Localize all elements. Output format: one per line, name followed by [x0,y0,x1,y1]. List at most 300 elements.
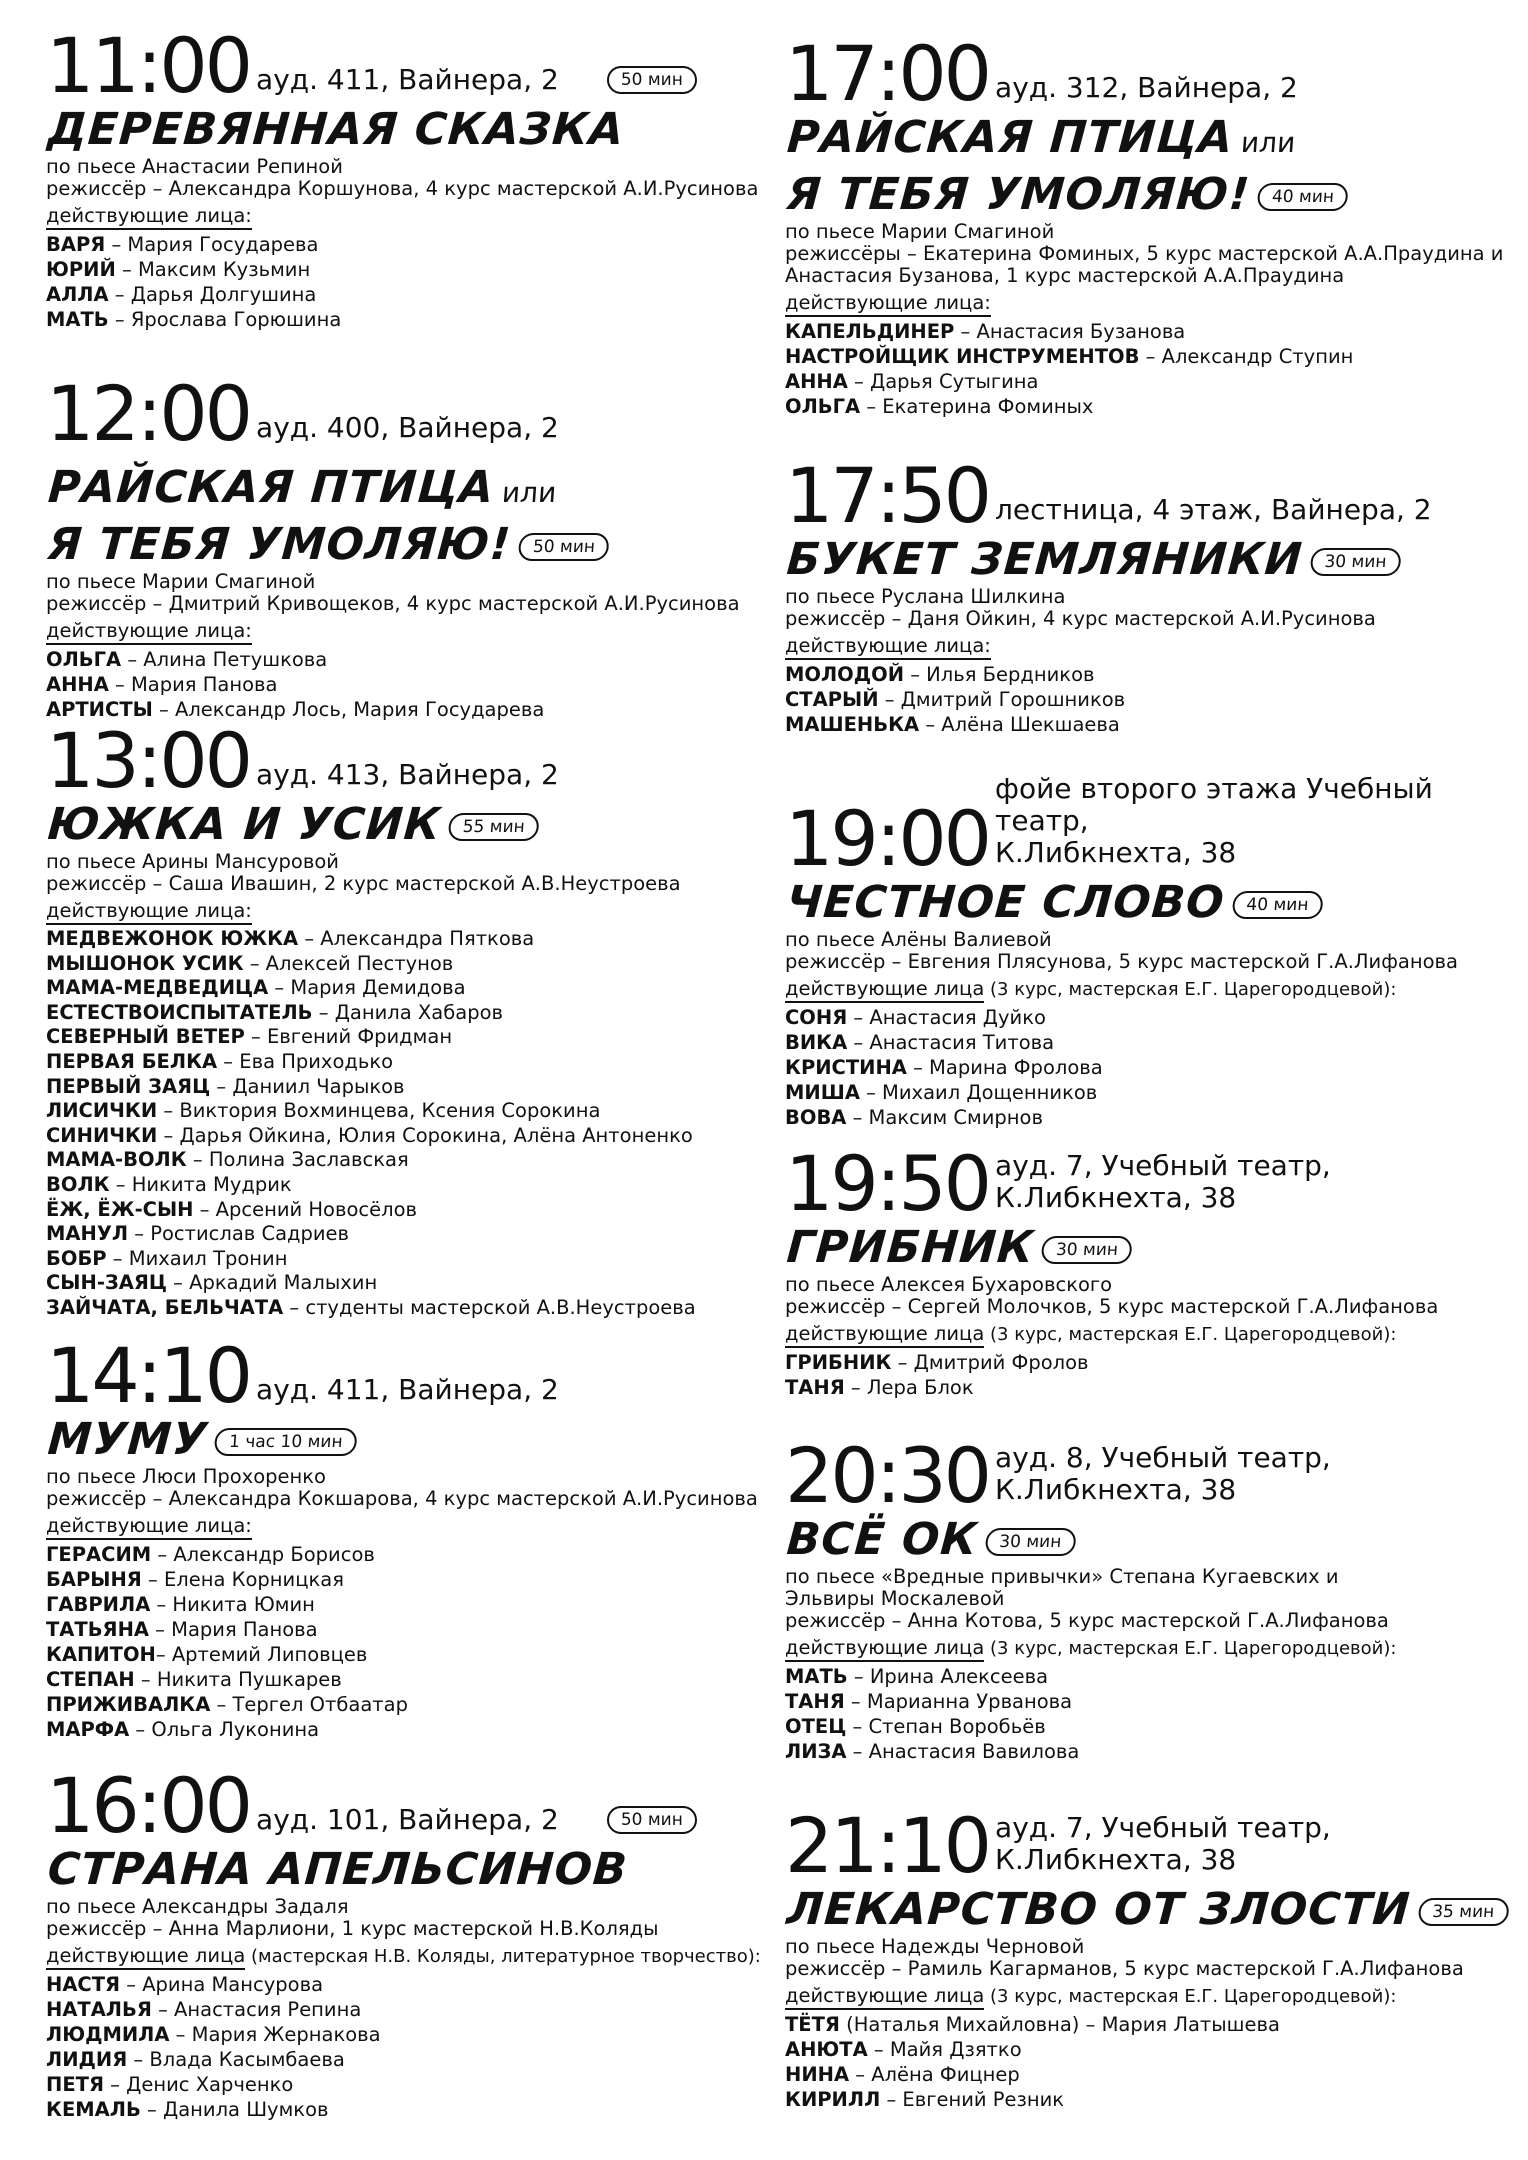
cast-actor: (Наталья Михайловна) – Мария Латышева [839,2013,1280,2036]
cast-list [785,2012,1505,2112]
event-1100 [46,21,766,332]
cast-role: МАРФА [46,1718,130,1741]
cast-actor: – Ева Приходько [217,1049,394,1073]
event-title [785,534,1509,586]
cast-list [46,1542,766,1742]
cast-actor: – Денис Харченко [103,2073,294,2096]
cast-member [46,647,766,672]
cast-actor: – Дмитрий Фролов [891,1351,1089,1374]
event-author: по пьесе Марии Смагиной [46,570,316,593]
cast-actor: – Александр Лось, Мария Государева [152,698,545,721]
cast-role: МАНУЛ [46,1222,129,1246]
cast-member [785,1055,1505,1080]
duration-badge: 40 мин [1257,183,1349,211]
cast-member [46,672,766,697]
event-author: по пьесе Алексея Бухаровского [785,1273,1113,1296]
cast-list [785,319,1505,419]
cast-actor: – Арина Мансурова [120,1973,324,1996]
cast-role: КАПЕЛЬДИНЕР [785,320,955,343]
cast-actor: – Ярослава Горюшина [108,308,342,331]
event-1200 [46,369,766,722]
cast-member [785,2062,1505,2087]
cast-actor: – Максим Смирнов [846,1106,1043,1129]
duration-badge: 1 час 10 мин [214,1428,357,1456]
cast-role: ПЕРВАЯ БЕЛКА [46,1049,218,1073]
event-author: по пьесе Арины Мансуровой [46,850,339,873]
cast-role: ЛИЗА [785,1740,847,1763]
event-header [785,1431,1505,1520]
event-time: 21:10 [785,1801,990,1890]
event-title [785,112,1509,169]
event-director: режиссёр – Саша Ивашин, 2 курс мастерской А.В.Неустроева [46,872,681,895]
cast-member [46,1075,766,1100]
cast-actor: – Мария Демидова [268,976,466,1000]
cast-actor: – Мария Государева [105,233,319,256]
event-time: 17:50 [785,451,990,540]
cast-member [46,1592,766,1617]
event-author: по пьесе «Вредные привычки» Степана Кугаевских и Эльвиры Москалевой [785,1565,1339,1610]
cast-role: СЫН-ЗАЯЦ [46,1271,167,1295]
cast-actor: – Дарья Долгушина [108,283,317,306]
cast-role: ЗАЙЧАТА, БЕЛЬЧАТА [46,1295,284,1319]
cast-member [785,1375,1505,1400]
event-time: 13:00 [46,716,251,805]
cast-role: АННА [785,370,848,393]
cast-member [46,1173,766,1198]
cast-member [46,307,766,332]
event-1700 [785,29,1505,419]
event-header [46,21,766,110]
cast-member [46,1972,766,1997]
event-title [46,1414,770,1466]
event-title [46,1844,770,1896]
cast-role: ВОЛК [46,1172,110,1196]
cast-actor: – Анастасия Дуйко [847,1006,1046,1029]
cast-member [46,257,766,282]
cast-role: ГАВРИЛА [46,1593,151,1616]
event-title-text: ДЕРЕВЯННАЯ СКАЗКА [46,104,627,155]
event-header [785,29,1505,118]
event-director: режиссёры – Екатерина Фоминых, 5 курс мастерской А.А.Праудина и Анастасия Бузанова, 1 курс мастерской А.А.Праудина [785,242,1504,287]
event-title-text-2: Я ТЕБЯ УМОЛЯЮ! [46,519,513,570]
cast-label: действующие лица: [785,634,991,660]
cast-member [46,232,766,257]
cast-label: действующие лица: [785,291,991,317]
event-director: режиссёр – Анна Марлиони, 1 курс мастерской Н.В.Коляды [46,1917,659,1940]
cast-member [785,662,1505,687]
event-title [46,799,770,851]
cast-actor: – Даниил Чарыков [210,1074,405,1098]
cast-actor: – Ростислав Садриев [128,1222,350,1246]
cast-actor: – Илья Бердников [904,663,1095,686]
event-author: по пьесе Руслана Шилкина [785,585,1066,608]
event-author: по пьесе Люси Прохоренко [46,1465,326,1488]
event-title-conjunction: или [500,476,558,509]
cast-actor: – Максим Кузьмин [115,258,311,281]
event-venue: лестница, 4 этаж, Вайнера, 2 [995,493,1432,526]
cast-list [785,1350,1505,1400]
duration-badge: 35 мин [1417,1898,1509,1926]
cast-member [46,1667,766,1692]
cast-list [46,1972,766,2122]
cast-member [46,1025,766,1050]
event-header [785,451,1505,540]
cast-actor: – Мария Жернакова [169,2023,381,2046]
cast-member [785,1030,1505,1055]
event-title-line2 [785,169,1509,221]
event-director: режиссёр – Анна Котова, 5 курс мастерской Г.А.Лифанова [785,1609,1389,1632]
cast-actor: – Алёна Фицнер [849,2063,1020,2086]
event-director: режиссёр – Евгения Плясунова, 5 курс мастерской Г.А.Лифанова [785,950,1458,973]
event-header [785,1139,1505,1228]
event-director: режиссёр – Дмитрий Кривощеков, 4 курс мастерской А.И.Русинова [46,592,740,615]
cast-role: СОНЯ [785,1006,848,1029]
cast-actor: – Никита Юмин [150,1593,315,1616]
cast-label: действующие лица [785,977,984,1003]
cast-member [46,1124,766,1149]
cast-role: БОБР [46,1246,107,1270]
event-title-text: ГРИБНИК [785,1222,1036,1273]
event-time: 17:00 [785,29,990,118]
cast-role: МЕДВЕЖОНОК ЮЖКА [46,927,299,950]
cast-role: ВИКА [785,1031,848,1054]
event-2110 [785,1801,1505,2112]
event-time: 16:00 [46,1761,251,1850]
cast-actor: – Марианна Урванова [844,1690,1073,1713]
duration-badge: 55 мин [448,813,540,841]
cast-actor: – Данила Шумков [140,2098,329,2121]
duration-badge: 30 мин [984,1528,1076,1556]
cast-member [785,369,1505,394]
cast-role: КИРИЛЛ [785,2088,881,2111]
cast-role: НАСТЯ [46,1973,121,1996]
cast-role: ПЕРВЫЙ ЗАЯЦ [46,1074,211,1098]
cast-role: НАТАЛЬЯ [46,1998,152,2021]
cast-member [46,1997,766,2022]
cast-member [46,2047,766,2072]
cast-role: АННА [46,673,109,696]
cast-actor: – Екатерина Фоминых [860,395,1094,418]
cast-member [46,1050,766,1075]
event-title [785,1514,1509,1566]
cast-member [46,976,766,1001]
cast-actor: – Влада Касымбаева [127,2048,345,2071]
cast-role: МАТЬ [785,1665,848,1688]
event-title [46,104,770,156]
cast-role: МАШЕНЬКА [785,713,920,736]
cast-member [46,1247,766,1272]
event-time: 19:50 [785,1139,990,1228]
cast-actor: – Тергел Отбаатар [210,1693,408,1716]
event-author: по пьесе Марии Смагиной [785,220,1055,243]
cast-actor: – Анастасия Титова [847,1031,1055,1054]
cast-list [46,232,766,332]
duration-badge: 50 мин [518,533,610,561]
cast-member [785,1689,1505,1714]
event-author: по пьесе Александры Задаля [46,1895,349,1918]
event-title-conjunction: или [1239,126,1297,159]
event-title-text: БУКЕТ ЗЕМЛЯНИКИ [785,534,1305,585]
cast-actor: – Дарья Сутыгина [847,370,1039,393]
cast-member [46,1692,766,1717]
cast-note: (мастерская Н.В. Коляды, литературное творчество): [245,1946,761,1967]
cast-label: действующие лица [785,1636,984,1662]
event-title [785,1222,1509,1274]
cast-actor: – Майя Дзятко [867,2038,1022,2061]
duration-badge: 50 мин [607,1806,697,1834]
event-time: 12:00 [46,369,251,458]
cast-actor: – студенты мастерской А.В.Неустроева [283,1295,696,1319]
cast-actor: – Ольга Луконина [129,1718,320,1741]
cast-list [785,1664,1505,1764]
cast-actor: – Данила Хабаров [312,1000,503,1024]
cast-member [785,2037,1505,2062]
cast-role: ГРИБНИК [785,1351,892,1374]
cast-role: КАПИТОН [46,1643,156,1666]
cast-label: действующие лица: [46,204,252,230]
cast-role: ОТЕЦ [785,1715,847,1738]
cast-role: СТАРЫЙ [785,688,879,711]
cast-member [46,2072,766,2097]
cast-member [785,1105,1505,1130]
cast-role: ВАРЯ [46,233,106,256]
cast-member [785,687,1505,712]
event-venue: ауд. 411, Вайнера, 2 [256,1373,559,1406]
cast-actor: – Елена Корницкая [141,1568,344,1591]
cast-list [785,662,1505,737]
cast-role: ЛИДИЯ [46,2048,128,2071]
event-title-text: РАЙСКАЯ ПТИЦА [46,462,497,513]
cast-role: МЫШОНОК УСИК [46,951,244,975]
cast-list [785,1005,1505,1130]
cast-label: действующие лица [785,1984,984,2010]
cast-actor: – Аркадий Малыхин [166,1271,378,1295]
event-title [785,877,1509,929]
cast-role: ВОВА [785,1106,847,1129]
event-time: 19:00 [785,794,990,883]
cast-role: МАМА-ВОЛК [46,1148,187,1172]
event-director: режиссёр – Александра Кокшарова, 4 курс мастерской А.И.Русинова [46,1487,758,1510]
cast-actor: – Мария Панова [148,1618,318,1641]
cast-note: (3 курс, мастерская Е.Г. Царегородцевой): [984,979,1397,1000]
cast-member [785,1005,1505,1030]
cast-member [46,2097,766,2122]
cast-role: ОЛЬГА [785,395,861,418]
cast-role: ПРИЖИВАЛКА [46,1693,211,1716]
event-title-text: ЮЖКА И УСИК [46,799,443,850]
event-1950 [785,1139,1505,1400]
cast-actor: – Александр Борисов [151,1543,375,1566]
event-author: по пьесе Алёны Валиевой [785,928,1052,951]
event-venue: ауд. 312, Вайнера, 2 [995,71,1298,104]
cast-actor: – Никита Пушкарев [134,1668,342,1691]
event-author: по пьесе Надежды Черновой [785,1935,1085,1958]
event-venue: ауд. 413, Вайнера, 2 [256,758,559,791]
event-venue: ауд. 7, Учебный театр, К.Либкнехта, 38 [995,1811,1331,1876]
cast-member [46,1222,766,1247]
cast-role: ТАНЯ [785,1376,845,1399]
cast-role: ОЛЬГА [46,648,122,671]
cast-actor: – Алина Петушкова [121,648,328,671]
cast-actor: – Полина Заславская [186,1148,409,1172]
cast-role: КРИСТИНА [785,1056,907,1079]
cast-role: НИНА [785,2063,850,2086]
event-header [46,1761,766,1850]
event-venue: ауд. 101, Вайнера, 2 [256,1803,559,1836]
event-title-text: ВСЁ ОК [785,1514,980,1565]
event-header [46,1331,766,1420]
event-venue: ауд. 400, Вайнера, 2 [256,411,559,444]
cast-member [46,1642,766,1667]
event-title [46,462,770,519]
cast-member [46,1001,766,1026]
event-1600 [46,1761,766,2122]
cast-member [46,1296,766,1321]
cast-actor: – Алёна Шекшаева [919,713,1120,736]
event-venue: фойе второго этажа Учебный театр, К.Либкнехта, 38 [995,772,1433,869]
cast-list [46,927,766,1321]
cast-actor: – Анастасия Бузанова [954,320,1186,343]
cast-member [785,344,1505,369]
event-title-text: МУМУ [46,1414,210,1465]
event-header [46,369,766,458]
cast-label: действующие лица: [46,899,252,925]
cast-actor: – Дмитрий Горошников [878,688,1126,711]
cast-actor: – Артемий Липовцев [155,1643,368,1666]
cast-role: ТАТЬЯНА [46,1618,149,1641]
cast-member [46,1717,766,1742]
event-time: 14:10 [46,1331,251,1420]
cast-actor: – Мария Панова [108,673,278,696]
event-title-text: ЛЕКАРСТВО ОТ ЗЛОСТИ [785,1884,1413,1935]
cast-role: ЛЮДМИЛА [46,2023,170,2046]
cast-member [785,1664,1505,1689]
cast-actor: – Евгений Резник [880,2088,1065,2111]
cast-actor: – Александра Пяткова [298,927,535,950]
cast-role: МИША [785,1081,860,1104]
cast-actor: – Евгений Фридман [244,1025,453,1049]
cast-role: МОЛОДОЙ [785,663,905,686]
event-title-text: ЧЕСТНОЕ СЛОВО [785,877,1227,928]
event-director: режиссёр – Сергей Молочков, 5 курс мастерской Г.А.Лифанова [785,1295,1439,1318]
cast-role: НАСТРОЙЩИК ИНСТРУМЕНТОВ [785,345,1140,368]
cast-role: АЛЛА [46,283,109,306]
event-2030 [785,1431,1505,1764]
cast-member [46,1271,766,1296]
cast-member [46,927,766,952]
cast-actor: – Анастасия Вавилова [846,1740,1080,1763]
cast-member [785,1714,1505,1739]
cast-member [785,1739,1505,1764]
cast-role: ГЕРАСИМ [46,1543,152,1566]
cast-role: СИНИЧКИ [46,1123,158,1147]
cast-member [46,1542,766,1567]
cast-role: МАТЬ [46,308,109,331]
cast-role: ТАНЯ [785,1690,845,1713]
cast-actor: – Александр Ступин [1139,345,1354,368]
event-1900 [785,773,1505,1130]
cast-actor: – Лера Блок [844,1376,974,1399]
cast-role: ЛИСИЧКИ [46,1099,158,1123]
cast-member [785,319,1505,344]
cast-role: АРТИСТЫ [46,698,153,721]
event-1750 [785,451,1505,737]
event-title-line2 [46,519,770,571]
cast-member [785,712,1505,737]
cast-member [785,394,1505,419]
event-venue: ауд. 8, Учебный театр, К.Либкнехта, 38 [995,1441,1331,1506]
cast-role: КЕМАЛЬ [46,2098,141,2121]
cast-label: действующие лица: [46,619,252,645]
event-director: режиссёр – Рамиль Кагарманов, 5 курс мастерской Г.А.Лифанова [785,1957,1464,1980]
cast-actor: – Никита Мудрик [109,1172,292,1196]
event-1410 [46,1331,766,1742]
cast-member [46,1567,766,1592]
cast-list [46,647,766,722]
cast-label: действующие лица [46,1944,245,1970]
cast-role: АНЮТА [785,2038,868,2061]
cast-note: (3 курс, мастерская Е.Г. Царегородцевой): [984,1324,1397,1345]
event-title-text: СТРАНА АПЕЛЬСИНОВ [46,1844,630,1895]
cast-member [46,1617,766,1642]
event-author: по пьесе Анастасии Репиной [46,155,343,178]
event-venue: ауд. 7, Учебный театр, К.Либкнехта, 38 [995,1149,1331,1214]
cast-role: МАМА-МЕДВЕДИЦА [46,976,269,1000]
cast-member [46,1148,766,1173]
event-header [785,772,1505,883]
cast-note: (3 курс, мастерская Е.Г. Царегородцевой): [984,1638,1397,1659]
cast-role: ТЁТЯ [785,2013,840,2036]
cast-label: действующие лица: [46,1514,252,1540]
cast-actor: – Виктория Вохминцева, Ксения Сорокина [157,1099,601,1123]
cast-role: ЁЖ, ЁЖ-СЫН [46,1197,194,1221]
event-title-text-2: Я ТЕБЯ УМОЛЯЮ! [785,169,1252,220]
event-title [785,1884,1509,1936]
cast-label: действующие лица [785,1322,984,1348]
cast-member [785,2087,1505,2112]
cast-member [785,1350,1505,1375]
event-header [46,716,766,805]
cast-member [46,2022,766,2047]
cast-member [46,1099,766,1124]
cast-role: БАРЫНЯ [46,1568,142,1591]
cast-member [785,2012,1505,2037]
cast-actor: – Михаил Тронин [106,1246,288,1270]
cast-role: ЕСТЕСТВОИСПЫТАТЕЛЬ [46,1000,313,1024]
cast-member [46,1198,766,1223]
event-director: режиссёр – Даня Ойкин, 4 курс мастерской А.И.Русинова [785,607,1376,630]
duration-badge: 40 мин [1231,891,1323,919]
cast-role: СЕВЕРНЫЙ ВЕТЕР [46,1025,245,1049]
cast-member [785,1080,1505,1105]
cast-role: ПЕТЯ [46,2073,104,2096]
cast-actor: – Анастасия Репина [151,1998,362,2021]
cast-actor: – Степан Воробьёв [846,1715,1046,1738]
cast-actor: – Марина Фролова [906,1056,1103,1079]
cast-actor: – Алексей Пестунов [243,951,454,975]
cast-member [46,952,766,977]
duration-badge: 30 мин [1041,1236,1133,1264]
cast-actor: – Ирина Алексеева [847,1665,1049,1688]
event-title-text: РАЙСКАЯ ПТИЦА [785,112,1236,163]
event-time: 20:30 [785,1431,990,1520]
cast-note: (3 курс, мастерская Е.Г. Царегородцевой): [984,1986,1397,2007]
cast-role: СТЕПАН [46,1668,135,1691]
cast-member [46,282,766,307]
duration-badge: 50 мин [607,66,697,94]
cast-role: ЮРИЙ [46,258,116,281]
event-time: 11:00 [46,21,251,110]
